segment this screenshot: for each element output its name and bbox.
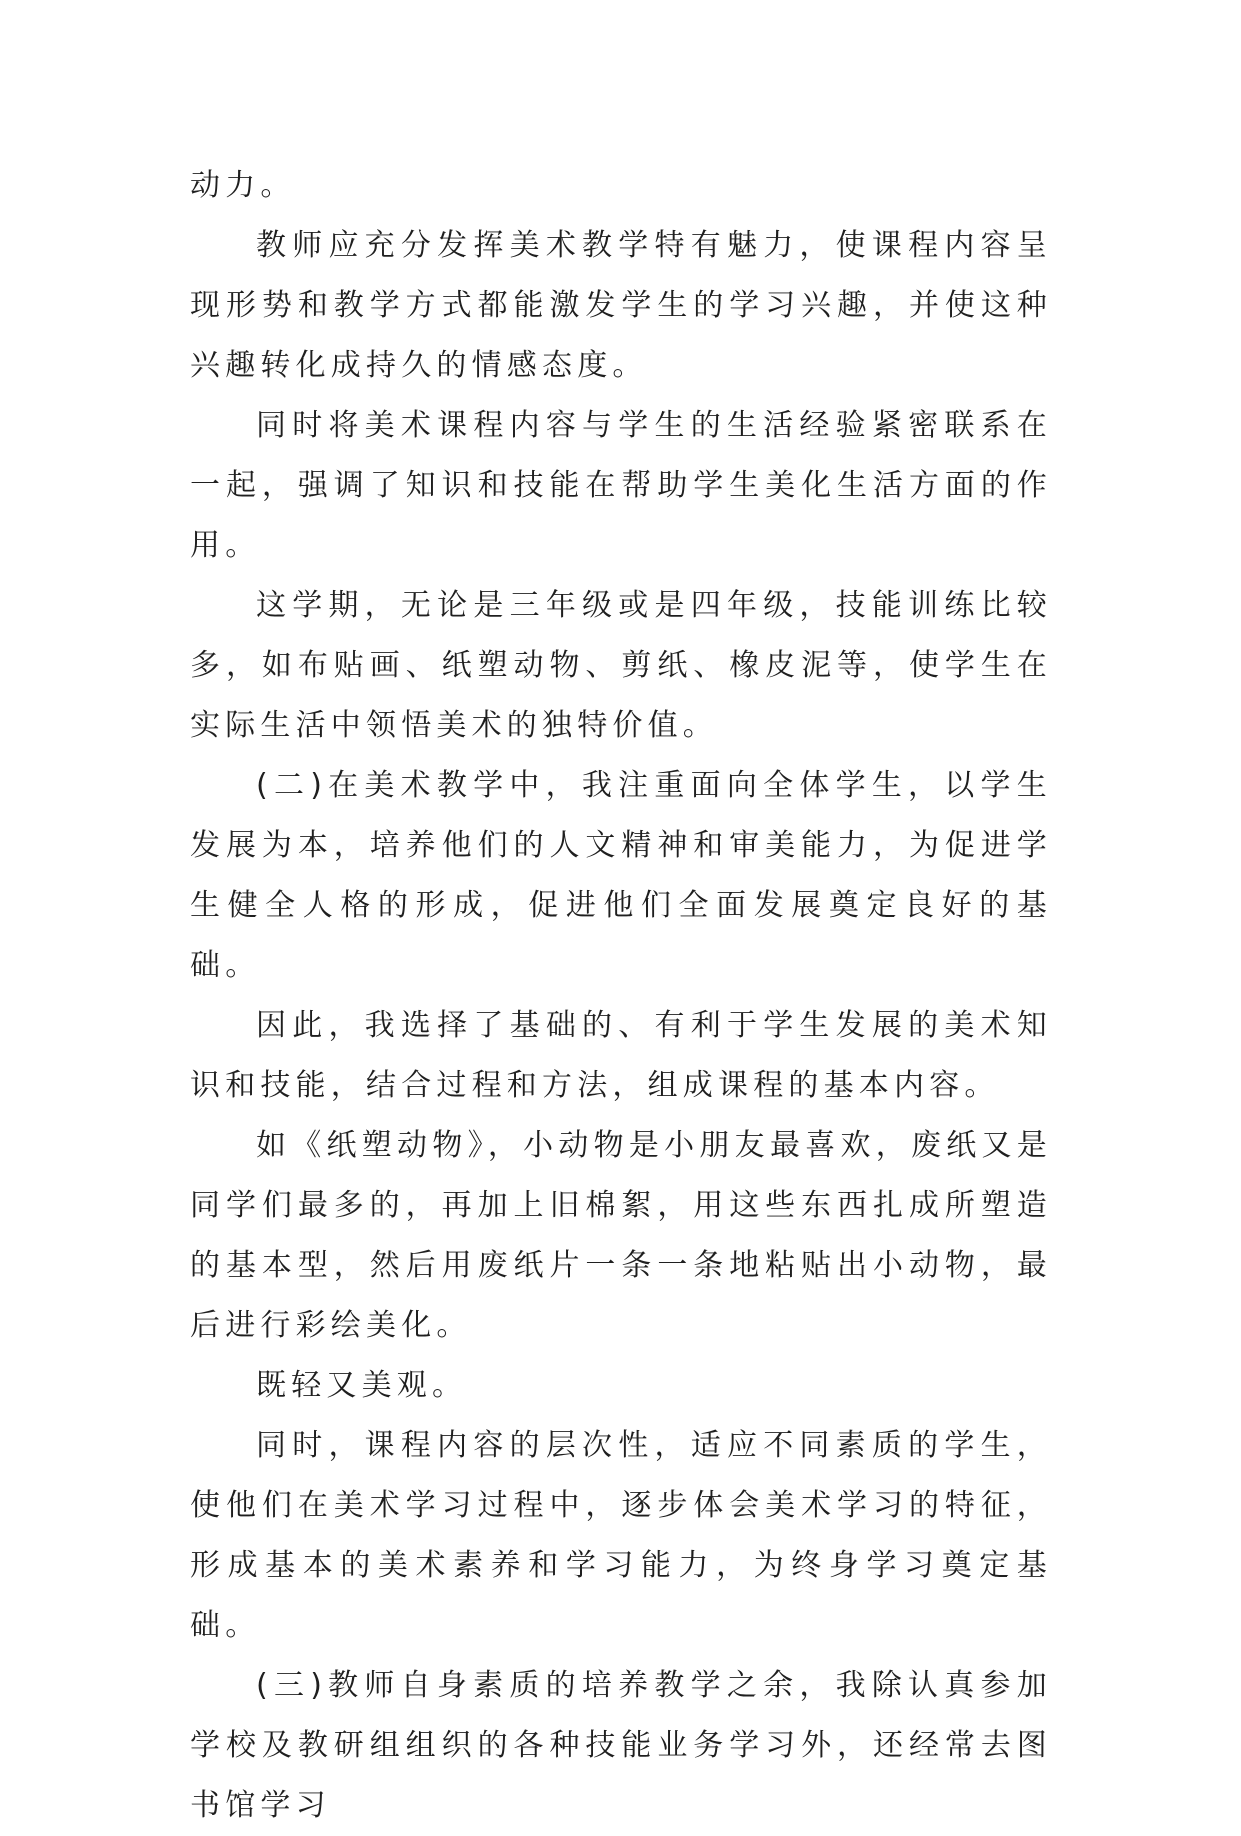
paragraph-levels: 同时，课程内容的层次性，适应不同素质的学生，使他们在美术学习过程中，逐步体会美术学习的特征，形成基本的美术素养和学习能力，为终身学习奠定基础。: [190, 1428, 1052, 1643]
document-body: [190, 156, 1052, 1836]
paragraph-section-three: (三)教师自身素质的培养教学之余，我除认真参加学校及教研组组织的各种技能业务学习外，还经常去图书馆学习: [190, 1668, 1052, 1823]
paragraph-basic-content: 因此，我选择了基础的、有利于学生发展的美术知识和技能，结合过程和方法，组成课程的基本内容。: [190, 1008, 1052, 1103]
paragraph-paper-animals: 如《纸塑动物》，小动物是小朋友最喜欢，废纸又是同学们最多的，再加上旧棉絮，用这些东西扎成所塑造的基本型，然后用废纸片一条一条地粘贴出小动物，最后进行彩绘美化。: [190, 1128, 1052, 1343]
paragraph-life-experience: 同时将美术课程内容与学生的生活经验紧密联系在一起，强调了知识和技能在帮助学生美化生活方面的作用。: [190, 408, 1052, 563]
paragraph-section-two: (二)在美术教学中，我注重面向全体学生，以学生发展为本，培养他们的人文精神和审美能力，为促进学生健全人格的形成，促进他们全面发展奠定良好的基础。: [190, 768, 1052, 983]
paragraph-continuation: 动力。: [190, 168, 296, 203]
paragraph-light-beautiful: 既轻又美观。: [256, 1368, 468, 1403]
paragraph-skill-training: 这学期，无论是三年级或是四年级，技能训练比较多，如布贴画、纸塑动物、剪纸、橡皮泥等，使学生在实际生活中领悟美术的独特价值。: [190, 588, 1052, 743]
paragraph-teacher-charm: 教师应充分发挥美术教学特有魅力，使课程内容呈现形势和教学方式都能激发学生的学习兴趣，并使这种兴趣转化成持久的情感态度。: [190, 228, 1052, 383]
